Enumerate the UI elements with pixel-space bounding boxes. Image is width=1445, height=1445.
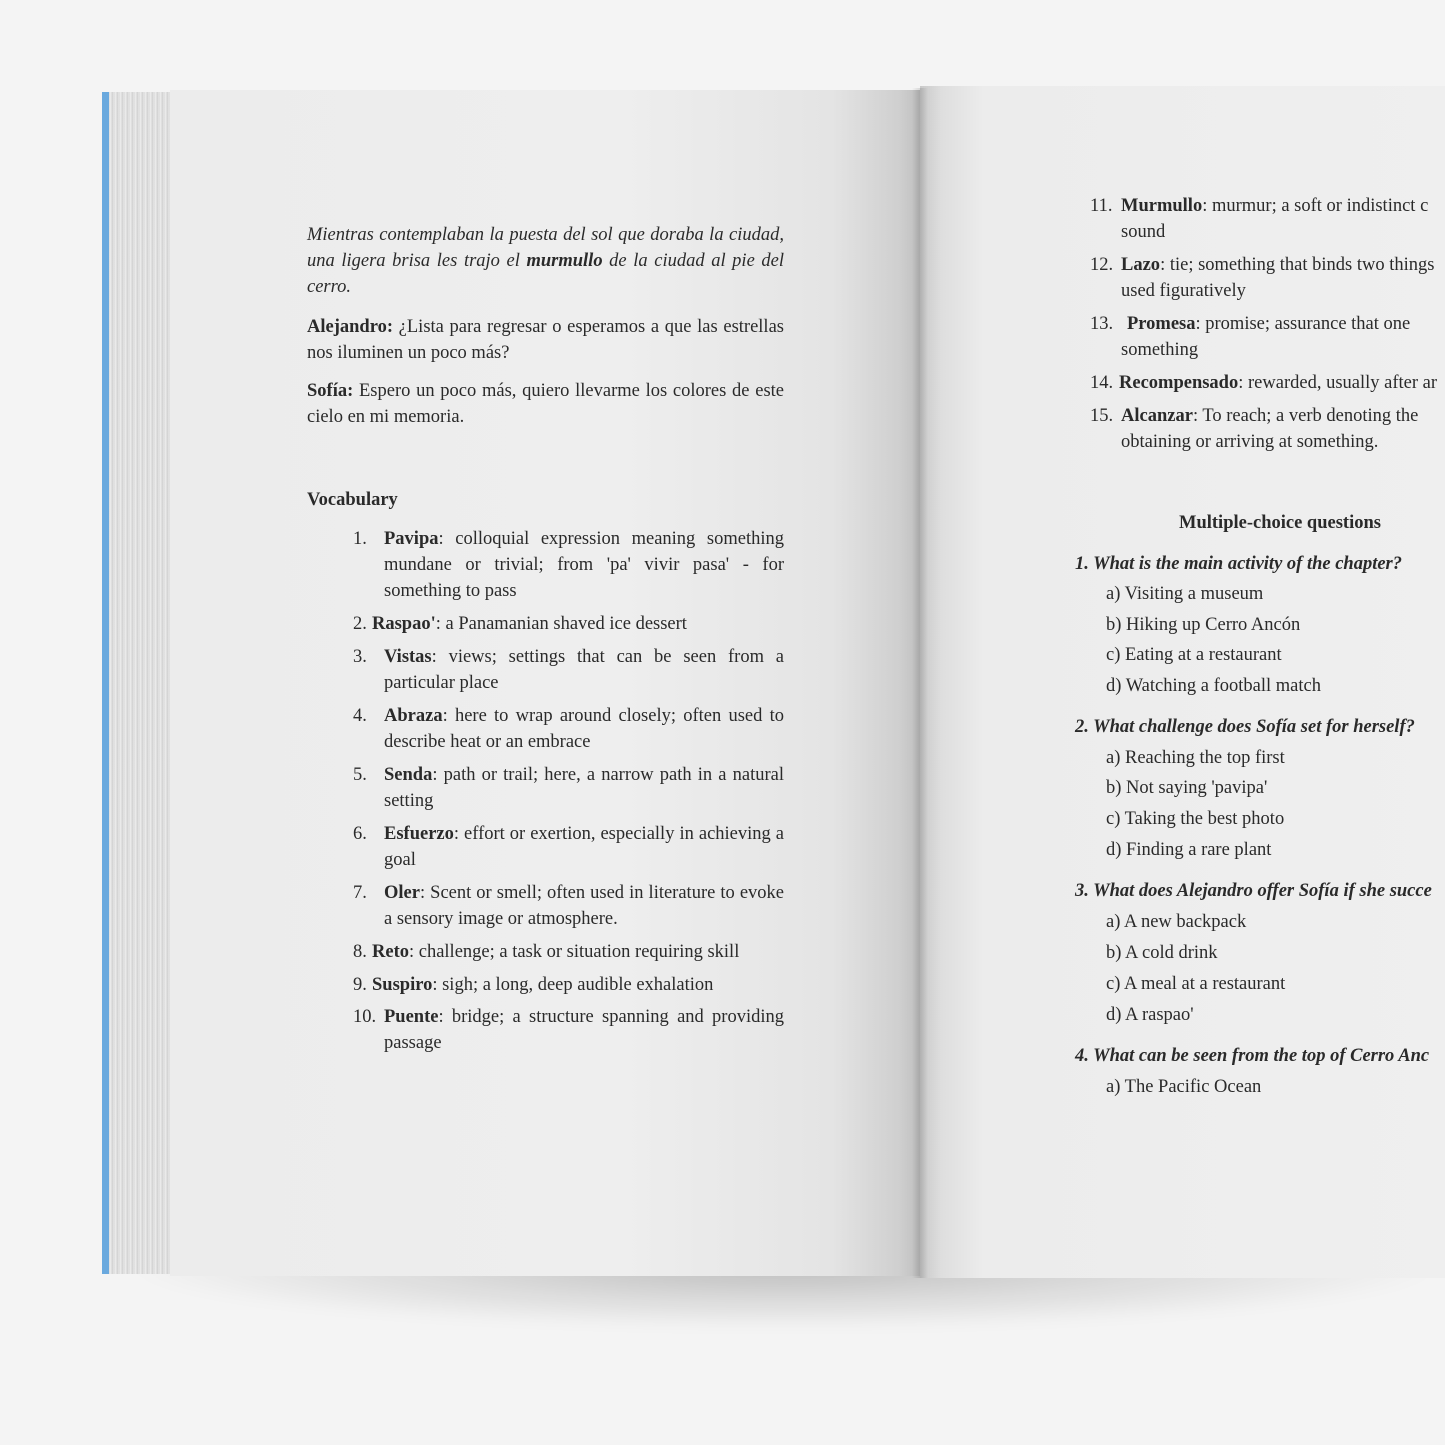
vocabulary-item bbox=[353, 821, 784, 873]
vocabulary-term: Alcanzar bbox=[1121, 406, 1193, 426]
narrative-text-end: de la ciudad al pie del cerro. bbox=[307, 251, 784, 297]
vocabulary-term: Recompensado bbox=[1119, 373, 1239, 393]
item-number: 7. bbox=[353, 883, 367, 903]
answer-option: a) The Pacific Ocean bbox=[1106, 1077, 1262, 1097]
vocabulary-definition: : tie; something that binds two things bbox=[1160, 255, 1435, 275]
question-text: 4. What can be seen from the top of Cerro Anc bbox=[1075, 1046, 1430, 1066]
item-number: 6. bbox=[353, 824, 367, 844]
dialogue-line bbox=[307, 378, 784, 430]
dialogue-line bbox=[307, 314, 784, 366]
item-number: 11. bbox=[1090, 196, 1113, 216]
item-number: 8. bbox=[353, 942, 367, 962]
item-number: 4. bbox=[353, 706, 367, 726]
vocabulary-item bbox=[1090, 370, 1445, 396]
vocabulary-term: Murmullo bbox=[1121, 196, 1203, 216]
narrative-bold-word: murmullo bbox=[526, 251, 603, 271]
vocabulary-term: Lazo bbox=[1121, 255, 1161, 275]
item-number: 15. bbox=[1090, 406, 1114, 426]
vocabulary-item bbox=[1090, 311, 1445, 363]
answer-option: a) Visiting a museum bbox=[1106, 584, 1264, 604]
dialogue-text: ¿Lista para regresar o esperamos a que las estrellas nos iluminen un poco más? bbox=[307, 317, 784, 363]
vocabulary-definition-cont: used figuratively bbox=[1121, 281, 1246, 301]
item-number: 1. bbox=[353, 529, 367, 549]
vocabulary-term: Promesa bbox=[1127, 314, 1196, 334]
vocabulary-term: Pavipa bbox=[384, 529, 439, 549]
answer-option: a) A new backpack bbox=[1106, 912, 1247, 932]
page-stack bbox=[109, 92, 173, 1274]
item-number: 2. bbox=[353, 614, 367, 634]
vocabulary-item bbox=[353, 703, 784, 755]
vocabulary-definition: : bridge; a structure spanning and providing passage bbox=[384, 1007, 784, 1053]
item-number: 14. bbox=[1090, 373, 1114, 393]
vocabulary-definition: : path or trail; here, a narrow path in a natural setting bbox=[384, 765, 784, 811]
vocabulary-definition: : views; settings that can be seen from a particular place bbox=[384, 647, 784, 693]
vocabulary-term: Puente bbox=[384, 1007, 439, 1027]
vocabulary-definition: : challenge; a task or situation requiring skill bbox=[408, 942, 740, 962]
book-cover-edge bbox=[102, 92, 109, 1274]
item-number: 13. bbox=[1090, 314, 1114, 334]
answer-option: d) Finding a rare plant bbox=[1106, 840, 1272, 860]
vocabulary-definition-cont: obtaining or arriving at something. bbox=[1121, 432, 1379, 452]
narrative-paragraph bbox=[307, 222, 784, 300]
item-number: 5. bbox=[353, 765, 367, 785]
answer-option: b) Hiking up Cerro Ancón bbox=[1106, 615, 1301, 635]
narrative-text: Mientras contemplaban la puesta del sol que doraba la ciudad, una ligera brisa les trajo el bbox=[307, 225, 784, 271]
vocabulary-definition: : To reach; a verb denoting the bbox=[1192, 406, 1419, 426]
vocabulary-item bbox=[353, 939, 784, 965]
vocabulary-term: Raspao' bbox=[372, 614, 436, 634]
vocabulary-term: Esfuerzo bbox=[384, 824, 454, 844]
question-text: 2. What challenge does Sofía set for herself? bbox=[1075, 717, 1415, 737]
question-text: 3. What does Alejandro offer Sofía if she succe bbox=[1075, 881, 1432, 901]
answer-option: b) Not saying 'pavipa' bbox=[1106, 778, 1268, 798]
vocabulary-definition-cont: sound bbox=[1121, 222, 1166, 242]
book-gutter bbox=[912, 88, 928, 1278]
answer-option: c) Eating at a restaurant bbox=[1106, 645, 1282, 665]
vocabulary-term: Vistas bbox=[384, 647, 432, 667]
vocabulary-term: Senda bbox=[384, 765, 433, 785]
vocabulary-term: Reto bbox=[372, 942, 409, 962]
answer-option: c) A meal at a restaurant bbox=[1106, 974, 1286, 994]
vocabulary-definition: : colloquial expression meaning something mundane or trivial; from 'pa' vivir pasa' - for something to pass bbox=[384, 529, 784, 601]
vocabulary-item bbox=[353, 972, 784, 998]
vocabulary-definition: : murmur; a soft or indistinct c bbox=[1202, 196, 1429, 216]
item-number: 9. bbox=[353, 975, 367, 995]
vocabulary-definition: : Scent or smell; often used in literature to evoke a sensory image or atmosphere. bbox=[384, 883, 784, 929]
item-number: 10. bbox=[353, 1007, 377, 1027]
speaker-name: Sofía: bbox=[307, 381, 354, 401]
answer-option: b) A cold drink bbox=[1106, 943, 1218, 963]
vocabulary-item bbox=[353, 880, 784, 932]
vocabulary-item bbox=[1090, 193, 1445, 245]
vocabulary-item bbox=[1090, 403, 1445, 455]
dialogue-text: Espero un poco más, quiero llevarme los colores de este cielo en mi memoria. bbox=[307, 381, 784, 427]
vocabulary-definition: : effort or exertion, especially in achieving a goal bbox=[384, 824, 784, 870]
vocabulary-item bbox=[353, 644, 784, 696]
answer-option: d) A raspao' bbox=[1106, 1005, 1194, 1025]
question-text: 1. What is the main activity of the chapter? bbox=[1075, 554, 1403, 574]
vocabulary-definition: : here to wrap around closely; often used to describe heat or an embrace bbox=[384, 706, 784, 752]
vocabulary-term: Oler bbox=[384, 883, 420, 903]
vocabulary-item bbox=[353, 611, 784, 637]
item-number: 12. bbox=[1090, 255, 1114, 275]
vocabulary-definition: : a Panamanian shaved ice dessert bbox=[435, 614, 687, 634]
vocabulary-item bbox=[353, 1004, 784, 1056]
answer-option: d) Watching a football match bbox=[1106, 676, 1321, 696]
item-number: 3. bbox=[353, 647, 367, 667]
vocabulary-definition: : rewarded, usually after ar bbox=[1238, 373, 1438, 393]
vocabulary-definition: : sigh; a long, deep audible exhalation bbox=[432, 975, 714, 995]
vocabulary-heading: Vocabulary bbox=[307, 490, 398, 510]
vocabulary-item bbox=[353, 762, 784, 814]
vocabulary-term: Suspiro bbox=[372, 975, 433, 995]
vocabulary-term: Abraza bbox=[384, 706, 443, 726]
vocabulary-definition: : promise; assurance that one bbox=[1195, 314, 1411, 334]
speaker-name: Alejandro: bbox=[307, 317, 393, 337]
answer-option: a) Reaching the top first bbox=[1106, 748, 1285, 768]
vocabulary-item bbox=[1090, 252, 1445, 304]
vocabulary-item bbox=[353, 526, 784, 604]
vocabulary-definition-cont: something bbox=[1121, 340, 1199, 360]
answer-option: c) Taking the best photo bbox=[1106, 809, 1285, 829]
mc-heading: Multiple-choice questions bbox=[1179, 513, 1381, 533]
